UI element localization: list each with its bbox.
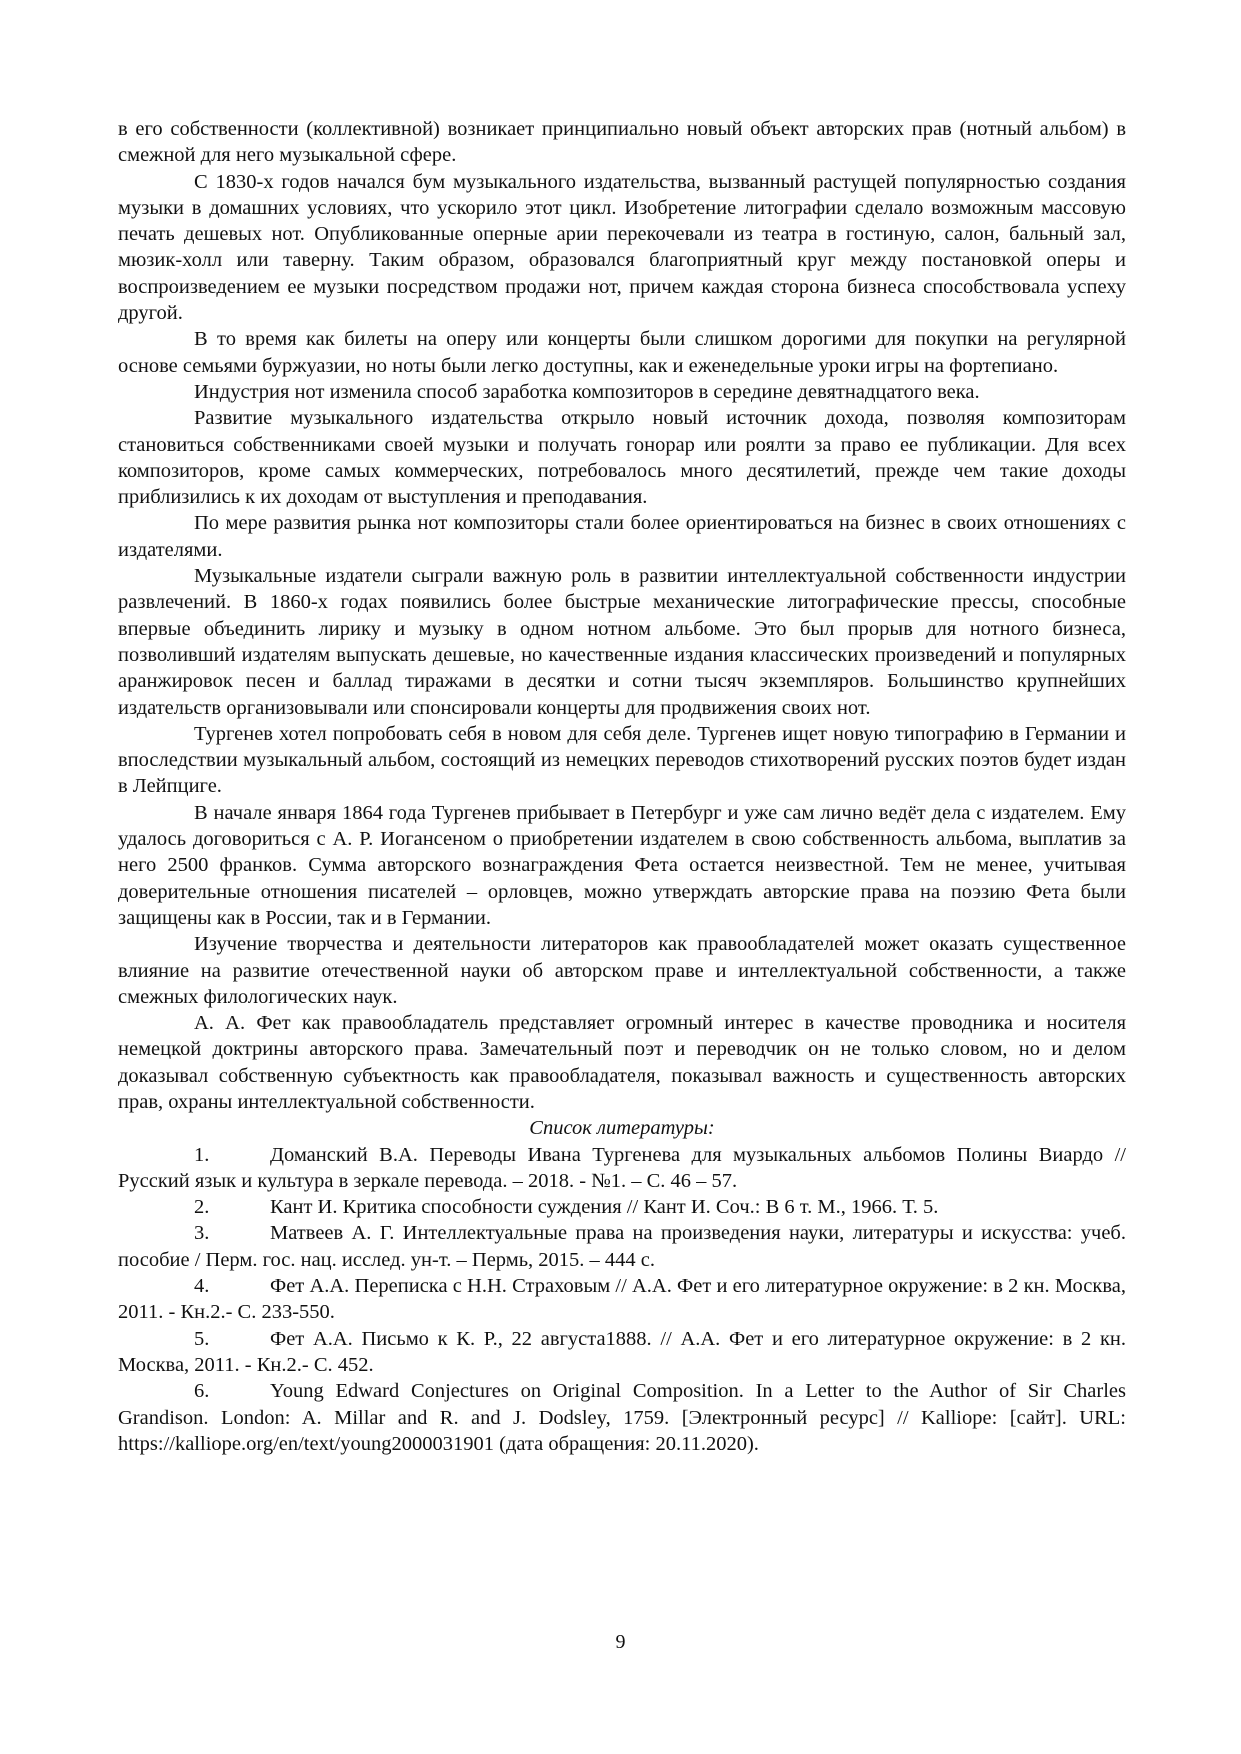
- reference-number: 4.: [194, 1275, 210, 1298]
- reference-number: 5.: [194, 1327, 210, 1350]
- reference-item: [118, 1194, 1126, 1220]
- paragraph: Развитие музыкального издательства открыло новый источник дохода, позволяя композиторам становиться собственниками своей музыки и получать гонорар или роялти за право ее публикации. Для всех композиторов, кроме самых коммерческих, потребовалось много десятилетий, прежде чем такие доходы приблизились к их доходам от выступления и преподавания.: [118, 407, 1126, 509]
- paragraph: В начале января 1864 года Тургенев прибывает в Петербург и уже сам лично ведёт дела с издателем. Ему удалось договориться с А. Р. Иогансеном о приобретении издателем в свою собственность альбома, выплатив за него 2500 франков. Сумма авторского вознаграждения Фета остается неизвестной. Тем не менее, учитывая доверительные отношения писателей – орловцев, можно утверждать авторские права на поэзию Фета были защищены как в России, так и в Германии.: [118, 801, 1126, 929]
- document-body: [118, 116, 1126, 1457]
- reference-text: Матвеев А. Г. Интеллектуальные права на произведения науки, литературы и искусства: учеб. пособие / Перм. гос. нац. исслед. ун-т. – Пермь, 2015. – 444 с.: [118, 1222, 1126, 1271]
- paragraph-continuation: в его собственности (коллективной) возникает принципиально новый объект авторских прав (нотный альбом) в смежной для него музыкальной сфере.: [118, 118, 1126, 167]
- reference-item: [118, 1273, 1126, 1326]
- paragraph: По мере развития рынка нот композиторы стали более ориентироваться на бизнес в своих отношениях с издателями.: [118, 512, 1126, 561]
- reference-item: [118, 1378, 1126, 1457]
- paragraph: Изучение творчества и деятельности литераторов как правообладателей может оказать существенное влияние на развитие отечественной науки об авторском праве и интеллектуальной собственности, а также смежных филологических наук.: [118, 933, 1126, 1008]
- reference-number: 6.: [194, 1380, 210, 1403]
- paragraph: Тургенев хотел попробовать себя в новом для себя деле. Тургенев ищет новую типографию в Германии и впоследствии музыкальный альбом, состоящий из немецких переводов стихотворений русских поэтов будет издан в Лейпциге.: [118, 722, 1126, 798]
- paragraph: Индустрия нот изменила способ заработка композиторов в середине девятнадцатого века.: [194, 380, 980, 403]
- paragraph: С 1830-х годов начался бум музыкального издательства, вызванный растущей популярностью создания музыки в домашних условиях, что ускорило этот цикл. Изобретение литографии сделало возможным массовую печать дешевых нот. Опубликованные оперные арии перекочевали из театра в гостиную, салон, бальный зал, мюзик-холл или таверну. Таким образом, образовался благоприятный круг между постановкой оперы и воспроизведением ее музыки посредством продажи нот, причем каждая сторона бизнеса способствовала успеху другой.: [118, 170, 1126, 325]
- paragraph: А. А. Фет как правообладатель представляет огромный интерес в качестве проводника и носителя немецкой доктрины авторского права. Замечательный поэт и переводчик он не только словом, но и делом доказывал собственную субъектность как правообладателя, показывал важность и существенность авторских прав, охраны интеллектуальной собственности.: [118, 1012, 1126, 1113]
- reference-item: [118, 1326, 1126, 1379]
- reference-item: [118, 1142, 1126, 1195]
- reference-item: [118, 1220, 1126, 1273]
- reference-number: 3.: [194, 1222, 210, 1245]
- reference-text: Young Edward Conjectures on Original Composition. In a Letter to the Author of Sir Charles Grandison. London: A. Millar and R. and J. Dodsley, 1759. [Электронный ресурс] // Kalliope: [сайт]. URL: https://kalliope.org/en/text/young2000031901 (дата обращения: 20.11.2020).: [118, 1380, 1126, 1455]
- paragraph: Музыкальные издатели сыграли важную роль в развитии интеллектуальной собственности индустрии развлечений. В 1860-х годах появились более быстрые механические литографические прессы, способные впервые объединить лирику и музыку в одном нотном альбоме. Это был прорыв для нотного бизнеса, позволивший издателям выпускать дешевые, но качественные издания классических произведений и популярных аранжировок песен и баллад тиражами в десятки и сотни тысяч экземпляров. Большинство крупнейших издательств организовывали или спонсировали концерты для продвижения своих нот.: [118, 565, 1126, 719]
- reference-number: 2.: [194, 1196, 210, 1219]
- page-number: 9: [615, 1631, 626, 1653]
- reference-text: Фет А.А. Письмо к К. Р., 22 августа1888. // А.А. Фет и его литературное окружение: в 2 кн. Москва, 2011. - Кн.2.- С. 452.: [118, 1327, 1126, 1376]
- paragraph: В то время как билеты на оперу или концерты были слишком дорогими для покупки на регулярной основе семьями буржуазии, но ноты были легко доступны, как и еженедельные уроки игры на фортепиано.: [118, 328, 1126, 377]
- reference-text: Доманский В.А. Переводы Ивана Тургенева для музыкальных альбомов Полины Виардо // Русский язык и культура в зеркале перевода. – 2018. - №1. – С. 46 – 57.: [118, 1143, 1126, 1192]
- reference-text: Фет А.А. Переписка с Н.Н. Страховым // А.А. Фет и его литературное окружение: в 2 кн. Москва, 2011. - Кн.2.- С. 233-550.: [118, 1275, 1126, 1324]
- references-heading: Список литературы:: [529, 1117, 715, 1140]
- references-list: [118, 1142, 1126, 1458]
- reference-text: Кант И. Критика способности суждения // Кант И. Соч.: В 6 т. М., 1966. Т. 5.: [270, 1196, 939, 1219]
- reference-number: 1.: [194, 1143, 210, 1166]
